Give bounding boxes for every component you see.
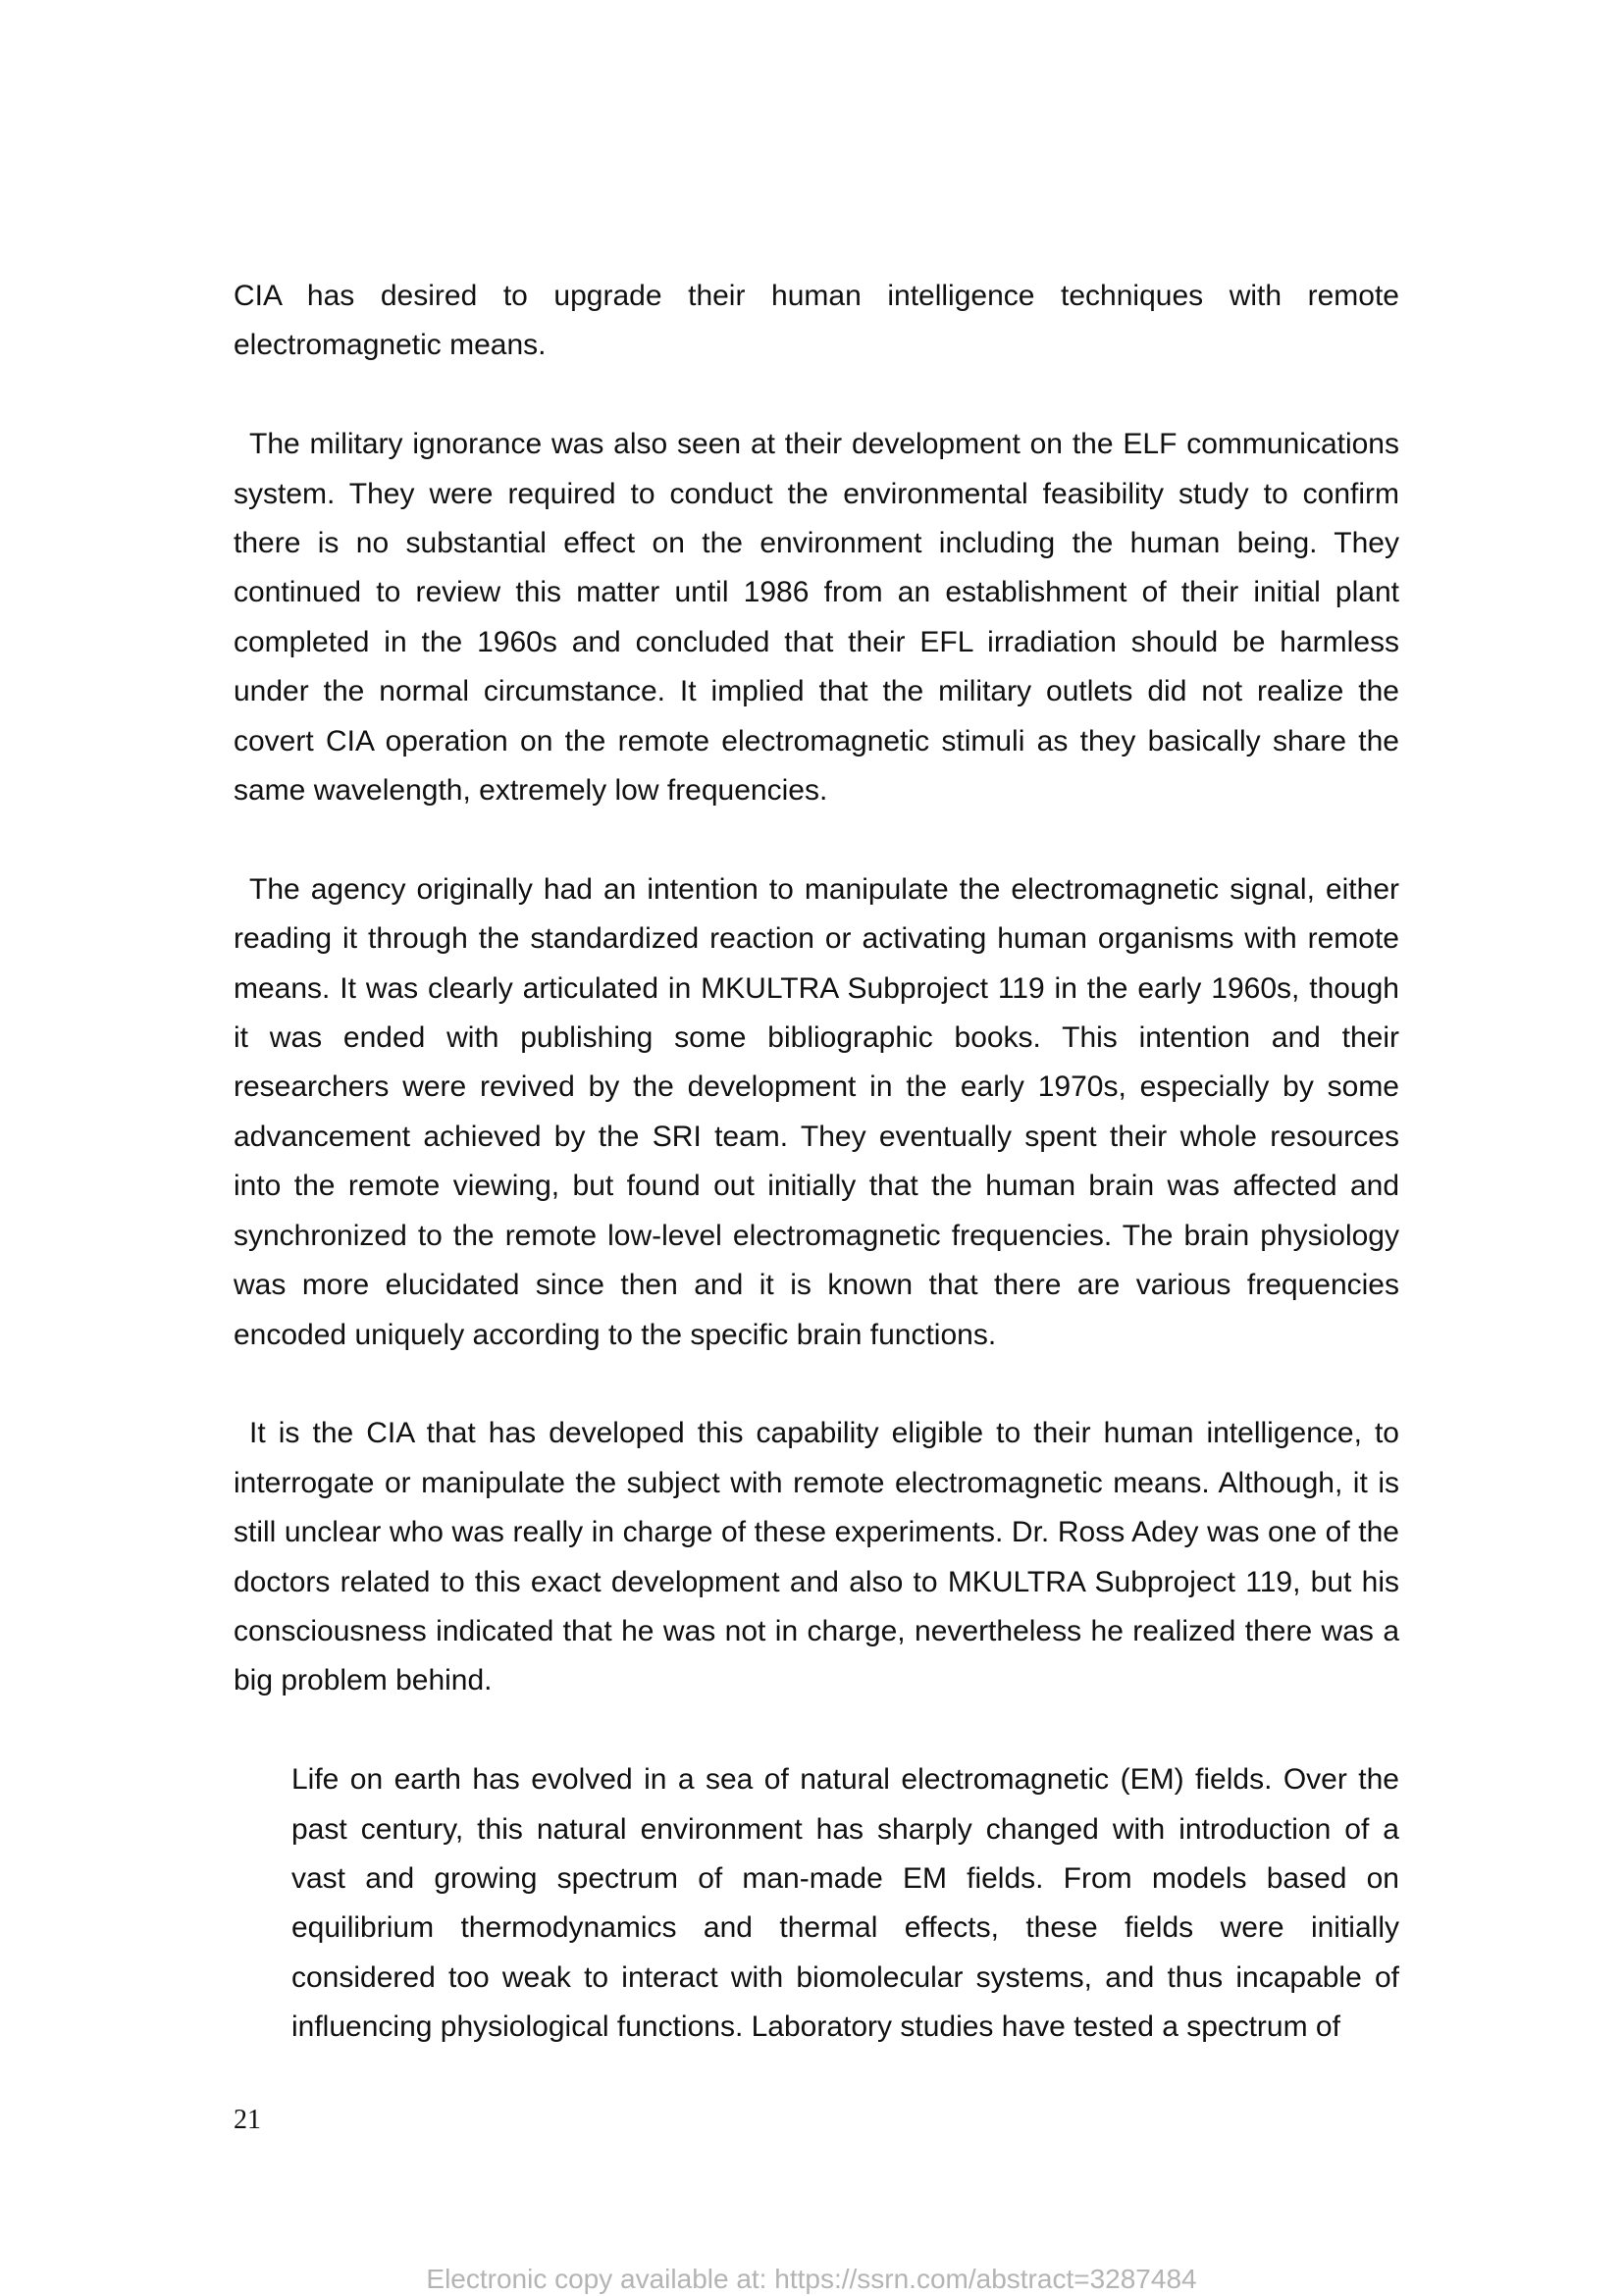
paragraph-gap — [234, 1360, 1399, 1409]
paragraph-gap — [234, 815, 1399, 864]
document-body — [234, 272, 1399, 2053]
block-quote: Life on earth has evolved in a sea of natural electromagnetic (EM) fields. Over the past century, this natural environment has sharply changed with introduction of a vast and growing spectrum of man-made EM fields. From models based on equilibrium thermodynamics and thermal effects, these fields were initially considered too weak to interact with biomolecular systems, and thus incapable of influencing physiological functions. Laboratory studies have tested a spectrum of — [291, 1763, 1399, 2044]
paragraph-cia-capability: It is the CIA that has developed this capability eligible to their human intelligence, to interrogate or manipulate the subject with remote electromagnetic means. Although, it is still unclear who was really in charge of these experiments. Dr. Ross Adey was one of the doctors related to this exact development and also to MKULTRA Subproject 119, but his consciousness indicated that he was not in charge, nevertheless he realized there was a big problem behind. — [234, 1417, 1399, 1697]
page-number: 21 — [234, 2105, 261, 2135]
ssrn-footer-note: Electronic copy available at: https://ssrn.com/abstract=3287484 — [426, 2264, 1197, 2294]
paragraph-military-elf: The military ignorance was also seen at their development on the ELF communications system. They were required to conduct the environmental feasibility study to confirm there is no substantial effect on the environment including the human being. They continued to review this matter until 1986 from an establishment of their initial plant completed in the 1960s and concluded that their EFL irradiation should be harmless under the normal circumstance. It implied that the military outlets did not realize the covert CIA operation on the remote electromagnetic stimuli as they basically share the same wavelength, extremely low frequencies. — [234, 428, 1399, 808]
paragraph-gap — [234, 371, 1399, 420]
paragraph-cia-intelligence: CIA has desired to upgrade their human intelligence techniques with remote electromagnetic means. — [234, 280, 1399, 362]
paragraph-agency-intention: The agency originally had an intention to manipulate the electromagnetic signal, either reading it through the standardized reaction or activating human organisms with remote means. It was clearly articulated in MKULTRA Subproject 119 in the early 1960s, though it was ended with publishing some bibliographic books. This intention and their researchers were revived by the development in the early 1970s, especially by some advancement achieved by the SRI team. They eventually spent their whole resources into the remote viewing, but found out initially that the human brain was affected and synchronized to the remote low-level electromagnetic frequencies. The brain physiology was more elucidated since then and it is known that there are various frequencies encoded uniquely according to the specific brain functions. — [234, 872, 1399, 1351]
paragraph-gap — [234, 1706, 1399, 1755]
